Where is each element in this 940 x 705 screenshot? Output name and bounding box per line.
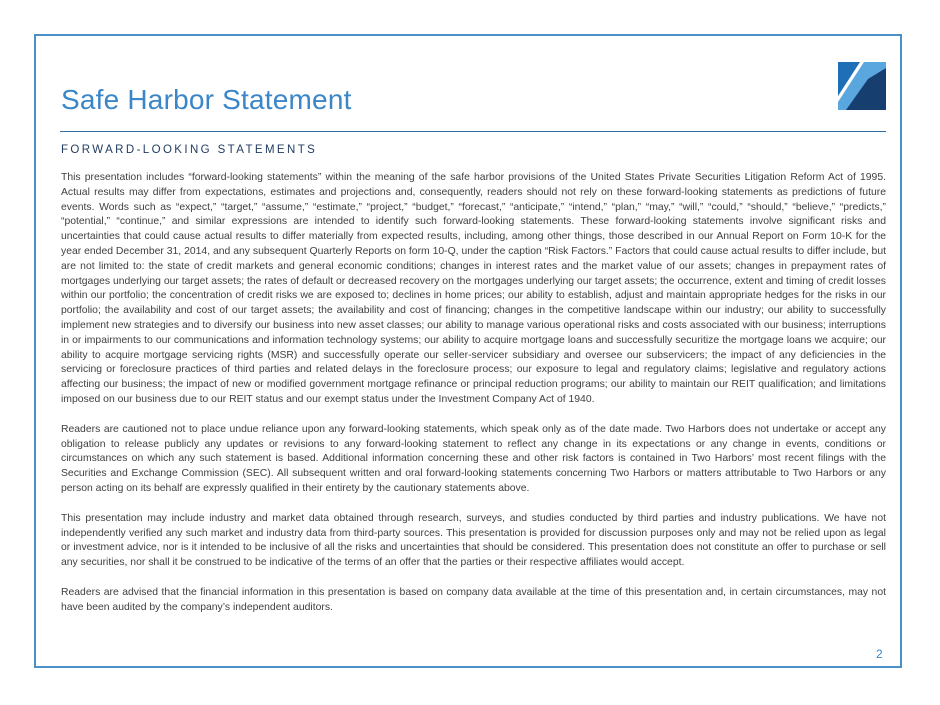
section-heading: FORWARD-LOOKING STATEMENTS xyxy=(61,144,318,156)
paragraph-reliance-caution: Readers are cautioned not to place undue reliance upon any forward-looking statements, which speak only as of the date made. Two Harbors does not undertake or accept any obligation to release publicly any updates or revisions to any forward-looking statement to reflect any change in its expectations or any change in events, conditions or circumstances on which any such statement is based. Additional information concerning these and other risk factors is contained in Two Harbors’ most recent filings with the Securities and Exchange Commission (SEC). All subsequent written and oral forward-looking statements concerning Two Harbors or matters attributable to Two Harbors or any person acting on its behalf are expressly qualified in their entirety by the cautionary statements above. xyxy=(61,423,886,494)
page-title: Safe Harbor Statement xyxy=(61,84,352,115)
two-harbors-logo-icon xyxy=(838,62,886,110)
title-divider xyxy=(60,131,886,132)
paragraph-financial-information: Readers are advised that the financial information in this presentation is based on company data available at the time of this presentation and, in certain circumstances, may not have been audited by the company’s independent auditors. xyxy=(61,586,886,613)
statement-body xyxy=(61,171,886,616)
page-number: 2 xyxy=(876,647,883,661)
paragraph-forward-looking: This presentation includes “forward-looking statements” within the meaning of the safe harbor provisions of the United States Private Securities Litigation Reform Act of 1995. Actual results may differ from expectations, estimates and projections and, consequently, readers should not rely on these forward-looking statements as predictions of future events. Words such as “expect,” “target,” “assume,” “estimate,” “project,” “budget,” “forecast,” “anticipate,” “intend,” “plan,” “may,” “will,” “could,” “should,” “believe,” “predicts,” “potential,” “continue,” and similar expressions are intended to identify such forward-looking statements. These forward-looking statements involve significant risks and uncertainties that could cause actual results to differ materially from expected results, including, among other things, those described in our Annual Report on Form 10-K for the year ended December 31, 2014, and any subsequent Quarterly Reports on form 10-Q, under the caption “Risk Factors.” Factors that could cause actual results to differ include, but are not limited to: the state of credit markets and general economic conditions; changes in interest rates and the market value of our assets; changes in prepayment rates of mortgages underlying our target assets; the rates of default or decreased recovery on the mortgages underlying our target assets; the occurrence, extent and timing of credit losses within our portfolio; the concentration of credit risks we are exposed to; declines in home prices; our ability to establish, adjust and maintain appropriate hedges for the risks in our portfolio; the availability and cost of our target assets; the availability and cost of financing; changes in the competitive landscape within our industry; our ability to successfully implement new strategies and to diversify our business into new asset classes; our ability to manage various operational risks and costs associated with our business; interruptions in or impairments to our communications and information technology systems; our ability to acquire mortgage loans and successfully securitize the mortgage loans we acquire; our ability to acquire mortgage servicing rights (MSR) and successfully operate our seller-servicer subsidiary and oversee our subservicers; the impact of any deficiencies in the servicing or foreclosure practices of third parties and related delays in the foreclosure process; our exposure to legal and regulatory claims; legislative and regulatory actions affecting our business; the impact of new or modified government mortgage refinance or principal reduction programs; our ability to maintain our REIT qualification; and limitations imposed on our business due to our REIT status and our exempt status under the Investment Company Act of 1940. xyxy=(61,172,886,405)
paragraph-third-party-data: This presentation may include industry and market data obtained through research, surveys, and studies conducted by third parties and industry publications. We have not independently verified any such market and industry data from third-party sources. This presentation is provided for discussion purposes only and may not be relied upon as legal or investment advice, nor is it intended to be inclusive of all the risks and uncertainties that should be considered. This presentation does not constitute an offer to purchase or sell any securities, nor shall it be construed to be indicative of the terms of an offer that the parties or their respective affiliates would accept. xyxy=(61,512,886,569)
